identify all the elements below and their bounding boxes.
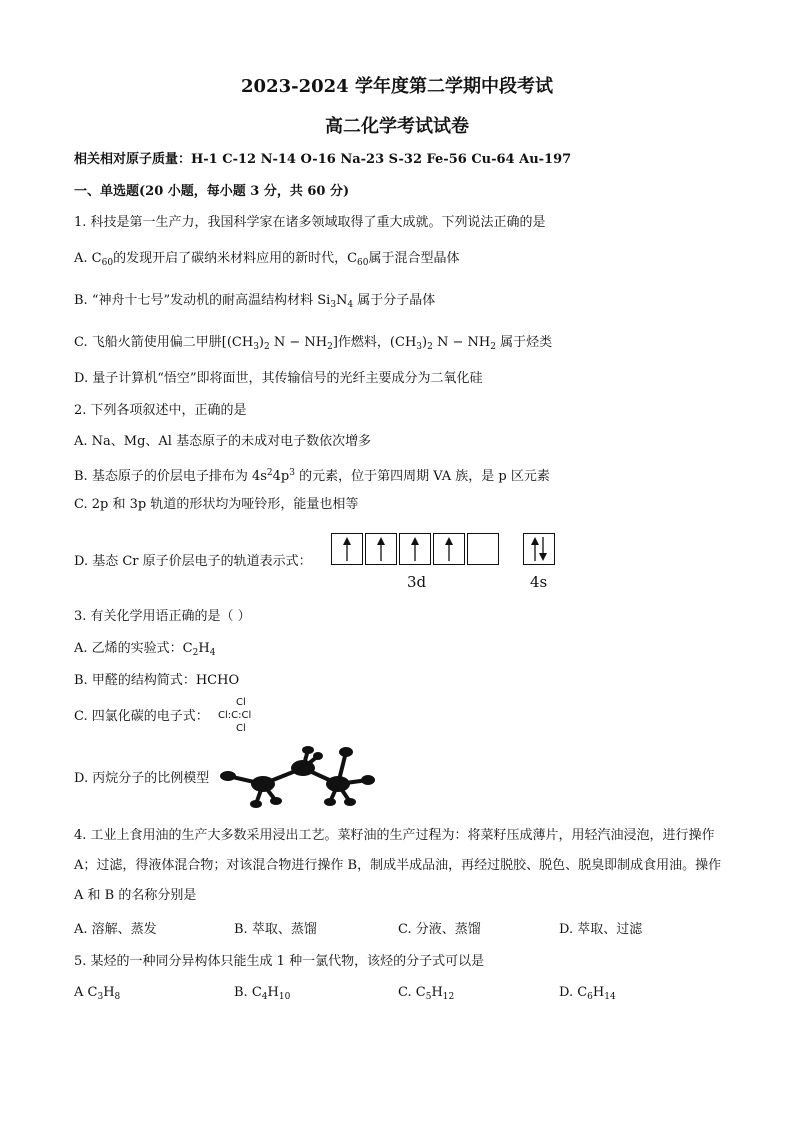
q1-c-sub: 2 <box>264 342 270 352</box>
orbital-label-3d: 3d <box>407 573 427 591</box>
lewis-middle-row: Cl:C:Cl <box>218 710 252 721</box>
q4-option-c: C. 分液、蒸馏 <box>398 922 481 937</box>
q1-b-sub: 3 <box>330 300 337 310</box>
q4-option-d: D. 萃取、过滤 <box>559 922 643 937</box>
q5-c-text: C. C <box>398 985 426 1000</box>
q3-a-sub: 2 <box>192 648 199 658</box>
q1-c-sub: 2 <box>427 342 433 352</box>
q3-option-a <box>74 641 215 661</box>
orbital-box-3d-2 <box>365 533 397 565</box>
q3-option-c: C. 四氯化碳的电子式： <box>74 709 209 724</box>
section-heading: 一、单选题(20 小题，每小题 3 分，共 60 分) <box>74 184 350 199</box>
q1-option-a <box>74 251 459 271</box>
up-arrow-icon <box>366 534 396 564</box>
q2-option-d: D. 基态 Cr 原子价层电子的轨道表示式： <box>74 554 312 569</box>
q1-option-d: D. 量子计算机“悟空”即将面世，其传输信号的光纤主要成分为二氧化硅 <box>74 371 483 386</box>
q4-option-b: B. 萃取、蒸馏 <box>234 922 317 937</box>
q2-option-b <box>74 465 550 485</box>
up-arrow-icon <box>400 534 430 564</box>
q1-a-text: A. C <box>74 251 102 266</box>
q5-c-sub: 12 <box>442 992 455 1002</box>
propane-model-image <box>218 746 378 808</box>
up-arrow-icon <box>332 534 362 564</box>
q1-c-text: N − NH <box>432 335 491 350</box>
q2-b-sup: 2 <box>266 468 273 478</box>
q1-stem: 1. 科技是第一生产力，我国科学家在诸多领域取得了重大成就。下列说法正确的是 <box>74 215 546 230</box>
q1-a-text: 的发现开启了碳纳米材料应用的新时代，C <box>113 251 358 266</box>
q1-b-text: B. “神舟十七号”发动机的耐高温结构材料 Si <box>74 293 331 308</box>
q1-c-sub: 2 <box>327 342 333 352</box>
q5-c-sub: 5 <box>425 992 432 1002</box>
ccl4-lewis-structure <box>218 697 268 737</box>
q5-a-sub: 8 <box>114 992 121 1002</box>
exam-subtitle: 高二化学考试试卷 <box>325 116 469 137</box>
q5-b-text: H <box>267 985 279 1000</box>
q2-option-a: A. Na、Mg、Al 基态原子的未成对电子数依次增多 <box>74 434 372 449</box>
q1-c-text: C. 飞船火箭使用偏二甲肼[(CH <box>74 335 254 350</box>
q1-c-text: ) <box>422 335 428 350</box>
orbital-box-3d-5 <box>467 533 499 565</box>
q3-a-sub: 4 <box>209 648 216 658</box>
q2-b-text: 4p <box>272 469 290 484</box>
q5-d-text: H <box>592 985 605 1000</box>
exam-title: 2023-2024 学年度第二学期中段考试 <box>241 76 553 97</box>
orbital-box-4s <box>523 533 555 565</box>
q5-option-b <box>234 985 290 1005</box>
q5-option-d <box>559 985 616 1005</box>
q5-b-sub: 4 <box>261 992 268 1002</box>
q5-option-a <box>74 985 120 1005</box>
q1-c-text: ]作燃料，(CH <box>332 335 417 350</box>
q5-a-sub: 3 <box>97 992 104 1002</box>
q2-b-text: B. 基态原子的价层电子排布为 4s <box>74 469 267 484</box>
orbital-diagram <box>331 533 561 593</box>
q1-c-sub: 3 <box>253 342 259 352</box>
up-arrow-icon <box>434 534 464 564</box>
q5-d-sub: 6 <box>587 992 593 1002</box>
q5-option-c <box>398 985 454 1005</box>
q1-c-text: 属于烃类 <box>495 335 553 350</box>
q1-b-text: 属于分子晶体 <box>353 293 436 308</box>
q5-a-text: A C <box>74 985 98 1000</box>
up-down-arrows-icon <box>524 534 554 564</box>
q2-option-c: C. 2p 和 3p 轨道的形状均为哑铃形，能量也相等 <box>74 497 359 512</box>
q5-d-sub: 14 <box>604 992 616 1002</box>
q5-b-sub: 10 <box>278 992 291 1002</box>
q1-option-c <box>74 335 552 355</box>
q3-option-b: B. 甲醛的结构简式：HCHO <box>74 673 240 688</box>
q1-c-sub: 2 <box>490 342 496 352</box>
q5-b-text: B. C <box>234 985 262 1000</box>
q3-option-d: D. 丙烷分子的比例模型 <box>74 771 210 786</box>
q2-b-sup: 3 <box>289 468 295 478</box>
q5-d-text: D. C <box>559 985 588 1000</box>
q3-stem: 3. 有关化学用语正确的是（ ） <box>74 609 251 624</box>
orbital-box-3d-4 <box>433 533 465 565</box>
q5-stem: 5. 某烃的一种同分异构体只能生成 1 种一氯代物，该烃的分子式可以是 <box>74 954 485 969</box>
q1-c-text: ) <box>258 335 264 350</box>
q5-c-text: H <box>431 985 443 1000</box>
lewis-cl-top: Cl <box>236 697 246 708</box>
q1-c-text: N − NH <box>269 335 328 350</box>
atomic-masses: 相关相对原子质量：H-1 C-12 N-14 O-16 Na-23 S-32 Fe-56 Cu-64 Au-197 <box>74 152 572 167</box>
q2-stem: 2. 下列各项叙述中，正确的是 <box>74 403 247 418</box>
q1-a-text: 属于混合型晶体 <box>368 251 460 266</box>
q1-a-sub: 60 <box>357 258 369 268</box>
q1-option-b <box>74 293 435 313</box>
q1-b-sub: 4 <box>347 300 354 310</box>
lewis-cl-bottom: Cl <box>236 723 246 734</box>
q3-a-text: H <box>198 641 210 656</box>
orbital-label-4s: 4s <box>530 573 548 591</box>
q1-a-sub: 60 <box>101 258 114 268</box>
q3-a-text: A. 乙烯的实验式：C <box>74 641 193 656</box>
q4-option-a: A. 溶解、蒸发 <box>74 922 157 937</box>
q1-c-sub: 3 <box>416 342 423 352</box>
q5-a-text: H <box>103 985 115 1000</box>
q1-b-text: N <box>336 293 348 308</box>
orbital-box-3d-1 <box>331 533 363 565</box>
orbital-box-3d-3 <box>399 533 431 565</box>
q2-b-text: 的元素，位于第四周期 VA 族，是 p 区元素 <box>294 469 550 484</box>
q4-text: 4. 工业上食用油的生产大多数采用浸出工艺。菜籽油的生产过程为：将菜籽压成薄片，用轻汽油浸泡，进行操作 A；过滤，得液体混合物；对该混合物进行操作 B，制成半成品油，再经过脱胶、脱色、脱臭即制成食用油。操作 A 和 B 的名称分别是 <box>74 828 722 903</box>
